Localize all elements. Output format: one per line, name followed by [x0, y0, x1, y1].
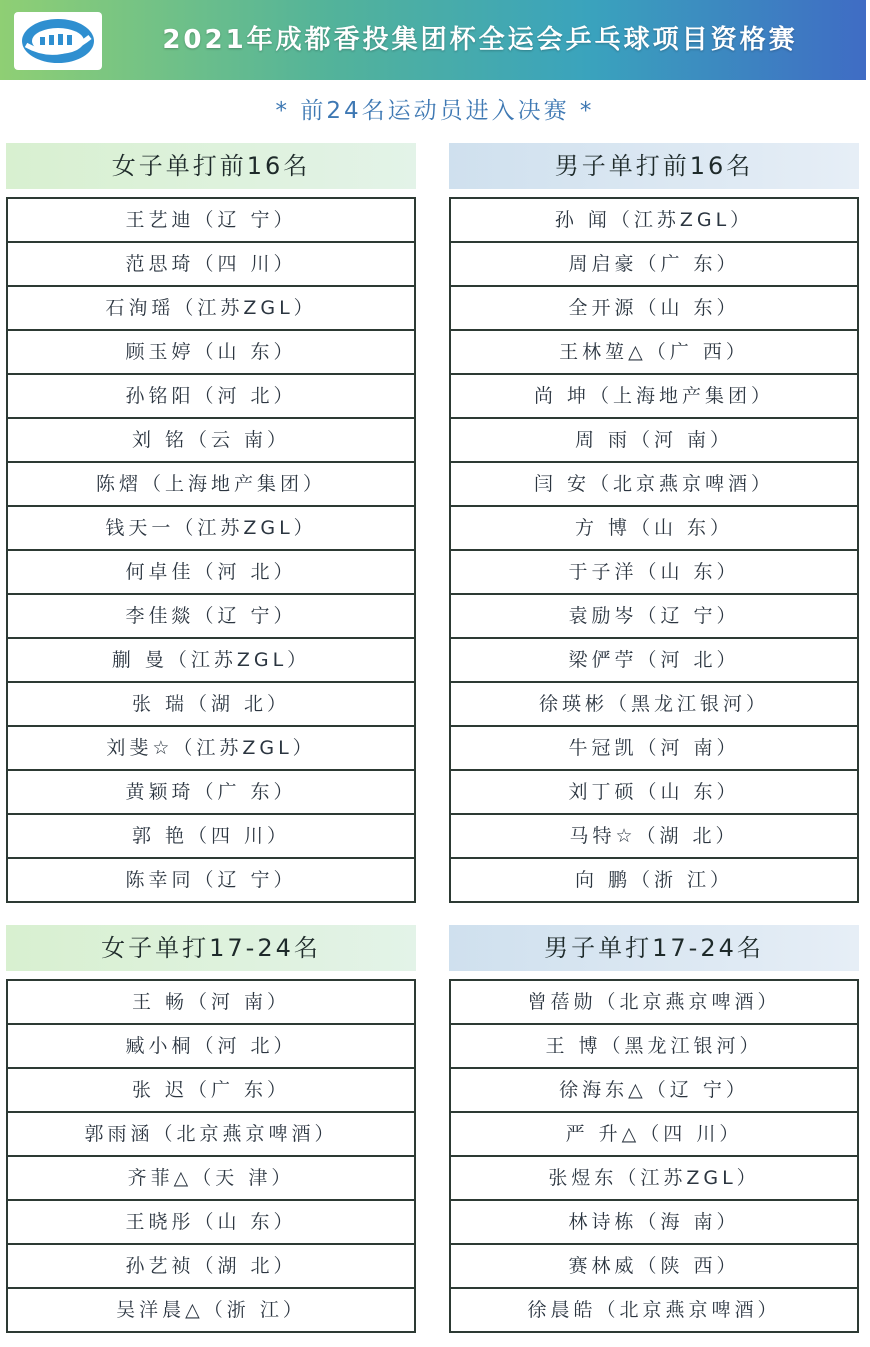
player-row: 王林堃△（广 西） [451, 329, 857, 373]
player-row: 赛林威（陕 西） [451, 1243, 857, 1287]
player-row: 方 博（山 东） [451, 505, 857, 549]
player-row: 徐晨皓（北京燕京啤酒） [451, 1287, 857, 1331]
player-row: 齐菲△（天 津） [8, 1155, 414, 1199]
player-row: 钱天一（江苏ZGL） [8, 505, 414, 549]
player-row: 尚 坤（上海地产集团） [451, 373, 857, 417]
header-banner [0, 0, 866, 80]
player-row: 于子洋（山 东） [451, 549, 857, 593]
player-row: 马特☆（湖 北） [451, 813, 857, 857]
player-row: 王 博（黑龙江银河） [451, 1023, 857, 1067]
player-row: 陈幸同（辽 宁） [8, 857, 414, 901]
section-heading: 男子单打17-24名 [449, 925, 859, 971]
section-heading: 男子单打前16名 [449, 143, 859, 189]
player-row: 郭 艳（四 川） [8, 813, 414, 857]
player-row: 徐瑛彬（黑龙江银河） [451, 681, 857, 725]
player-row: 袁励岑（辽 宁） [451, 593, 857, 637]
player-row: 李佳燚（辽 宁） [8, 593, 414, 637]
women-17-24-section [6, 925, 416, 1333]
player-row: 吴洋晨△（浙 江） [8, 1287, 414, 1331]
player-row: 周启豪（广 东） [451, 241, 857, 285]
player-row: 张煜东（江苏ZGL） [451, 1155, 857, 1199]
player-row: 王晓彤（山 东） [8, 1199, 414, 1243]
player-row: 向 鹏（浙 江） [451, 857, 857, 901]
player-row: 林诗栋（海 南） [451, 1199, 857, 1243]
player-row: 王艺迪（辽 宁） [125, 209, 297, 231]
qualification-subtitle: * 前24名运动员进入决赛 * [275, 98, 595, 124]
player-row: 闫 安（北京燕京啤酒） [451, 461, 857, 505]
section-heading: 女子单打17-24名 [6, 925, 416, 971]
player-row: 范思琦（四 川） [8, 241, 414, 285]
player-row: 徐海东△（辽 宁） [451, 1067, 857, 1111]
men-17-24-section [449, 925, 859, 1333]
player-row: 牛冠凯（河 南） [451, 725, 857, 769]
player-row: 张 瑞（湖 北） [8, 681, 414, 725]
player-row: 孙艺祯（湖 北） [8, 1243, 414, 1287]
player-row: 陈熠（上海地产集团） [8, 461, 414, 505]
player-row: 何卓佳（河 北） [8, 549, 414, 593]
player-row: 孙 闻（江苏ZGL） [554, 209, 754, 231]
player-row: 顾玉婷（山 东） [8, 329, 414, 373]
women-top16-section [6, 143, 416, 903]
player-row: 郭雨涵（北京燕京啤酒） [8, 1111, 414, 1155]
player-row: 臧小桐（河 北） [8, 1023, 414, 1067]
player-row: 蒯 曼（江苏ZGL） [8, 637, 414, 681]
player-row: 孙铭阳（河 北） [8, 373, 414, 417]
games-logo-icon [14, 12, 102, 70]
player-table [6, 197, 416, 903]
player-row: 刘斐☆（江苏ZGL） [8, 725, 414, 769]
player-row: 黄颖琦（广 东） [8, 769, 414, 813]
player-row: 梁俨苧（河 北） [451, 637, 857, 681]
player-row: 刘 铭（云 南） [8, 417, 414, 461]
player-row: 刘丁硕（山 东） [451, 769, 857, 813]
player-row: 周 雨（河 南） [451, 417, 857, 461]
player-table [449, 197, 859, 903]
player-row: 石洵瑶（江苏ZGL） [8, 285, 414, 329]
player-row: 张 迟（广 东） [8, 1067, 414, 1111]
player-row: 全开源（山 东） [451, 285, 857, 329]
player-row: 王 畅（河 南） [131, 991, 291, 1013]
page-title: 2021年成都香投集团杯全运会乒乓球项目资格赛 [162, 25, 798, 55]
player-row: 曾蓓勋（北京燕京啤酒） [527, 991, 781, 1013]
player-table [449, 979, 859, 1333]
player-table [6, 979, 416, 1333]
section-heading: 女子单打前16名 [6, 143, 416, 189]
player-row: 严 升△（四 川） [451, 1111, 857, 1155]
men-top16-section [449, 143, 859, 903]
